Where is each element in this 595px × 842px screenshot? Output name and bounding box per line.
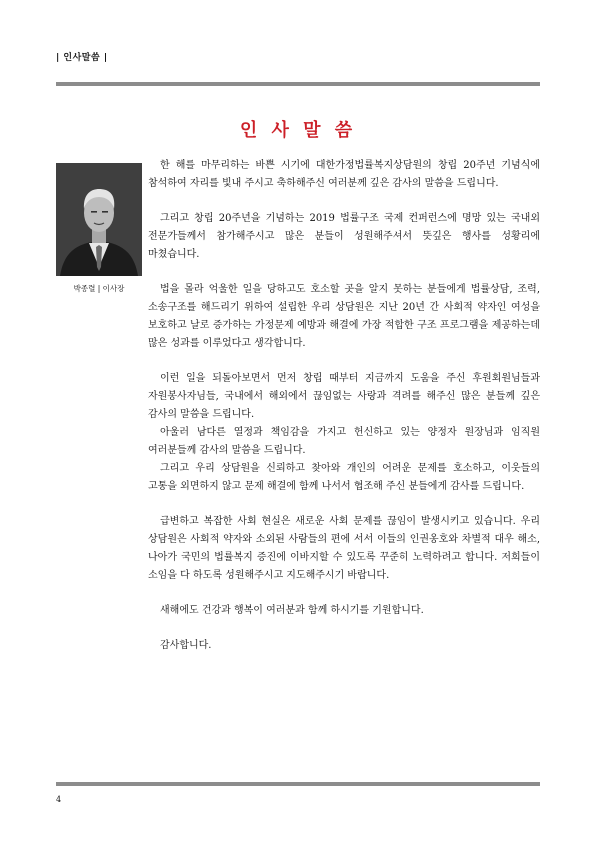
portrait-photo [56,163,142,276]
greeting-body [148,157,540,655]
page-number: 4 [56,795,62,804]
section-header-label: | 인사말씀 | [56,53,108,63]
paragraph: 이런 일을 되돌아보면서 먼저 창립 때부터 지금까지 도움을 주신 후원회원님들과 자원봉사자님들, 국내에서 해외에서 끊임없는 사랑과 격려를 해주신 많은 분들께 깊은 감사의 말씀을 드립니다. [148,373,540,420]
paragraph: 아울러 남다른 열정과 책임감을 가지고 헌신하고 있는 양정자 원장님과 임직원 여러분들께 감사의 말씀을 드립니다. [148,427,540,456]
paragraph: 감사합니다. [160,640,212,651]
paragraph: 그리고 창립 20주년을 기념하는 2019 법률구조 국제 컨퍼런스에 명망 있는 국내외 전문가들께서 참가해주시고 많은 분들이 성원해주셔서 뜻깊은 행사를 성황리에 마쳤습니다. [148,213,540,260]
paragraph: 한 해를 마무리하는 바쁜 시기에 대한가정법률복지상담원의 창립 20주년 기념식에 참석하여 자리를 빛내 주시고 축하해주신 여러분께 깊은 감사의 말씀을 드립니다. [148,160,540,189]
photo-caption: 박종렬 | 이사장 [73,284,125,293]
bottom-divider [56,782,540,786]
paragraph: 법을 몰라 억울한 일을 당하고도 호소할 곳을 알지 못하는 분들에게 법률상담, 조력, 소송구조를 해드리기 위하여 설립한 우리 상담원은 지난 20년 간 사회적 약자인 여성을 보호하고 날로 증가하는 가정문제 예방과 해결에 가장 적합한 구조 프로그램을 제공하는데 많은 성과를 이루었다고 생각합니다. [148,284,540,349]
top-divider [56,82,540,86]
paragraph: 급변하고 복잡한 사회 현실은 새로운 사회 문제를 끊임이 발생시키고 있습니다. 우리 상담원은 사회적 약자와 소외된 사람들의 편에 서서 이들의 인권옹호와 차별적 대우 해소, 나아가 국민의 법률복지 증진에 이바지할 수 있도록 꾸준히 노력하려고 합니다. 저희들이 소임을 다 하도록 성원해주시고 지도해주시기 바랍니다. [148,516,540,581]
portrait-illustration [56,163,142,276]
paragraph: 새해에도 건강과 행복이 여러분과 함께 하시기를 기원합니다. [160,605,424,616]
paragraph: 그리고 우리 상담원을 신뢰하고 찾아와 개인의 어려운 문제를 호소하고, 이웃들의 고통을 외면하지 않고 문제 해결에 함께 나서서 협조해 주신 분들에게 감사를 드립니다. [148,463,540,492]
page-title: 인 사 말 씀 [239,120,357,141]
